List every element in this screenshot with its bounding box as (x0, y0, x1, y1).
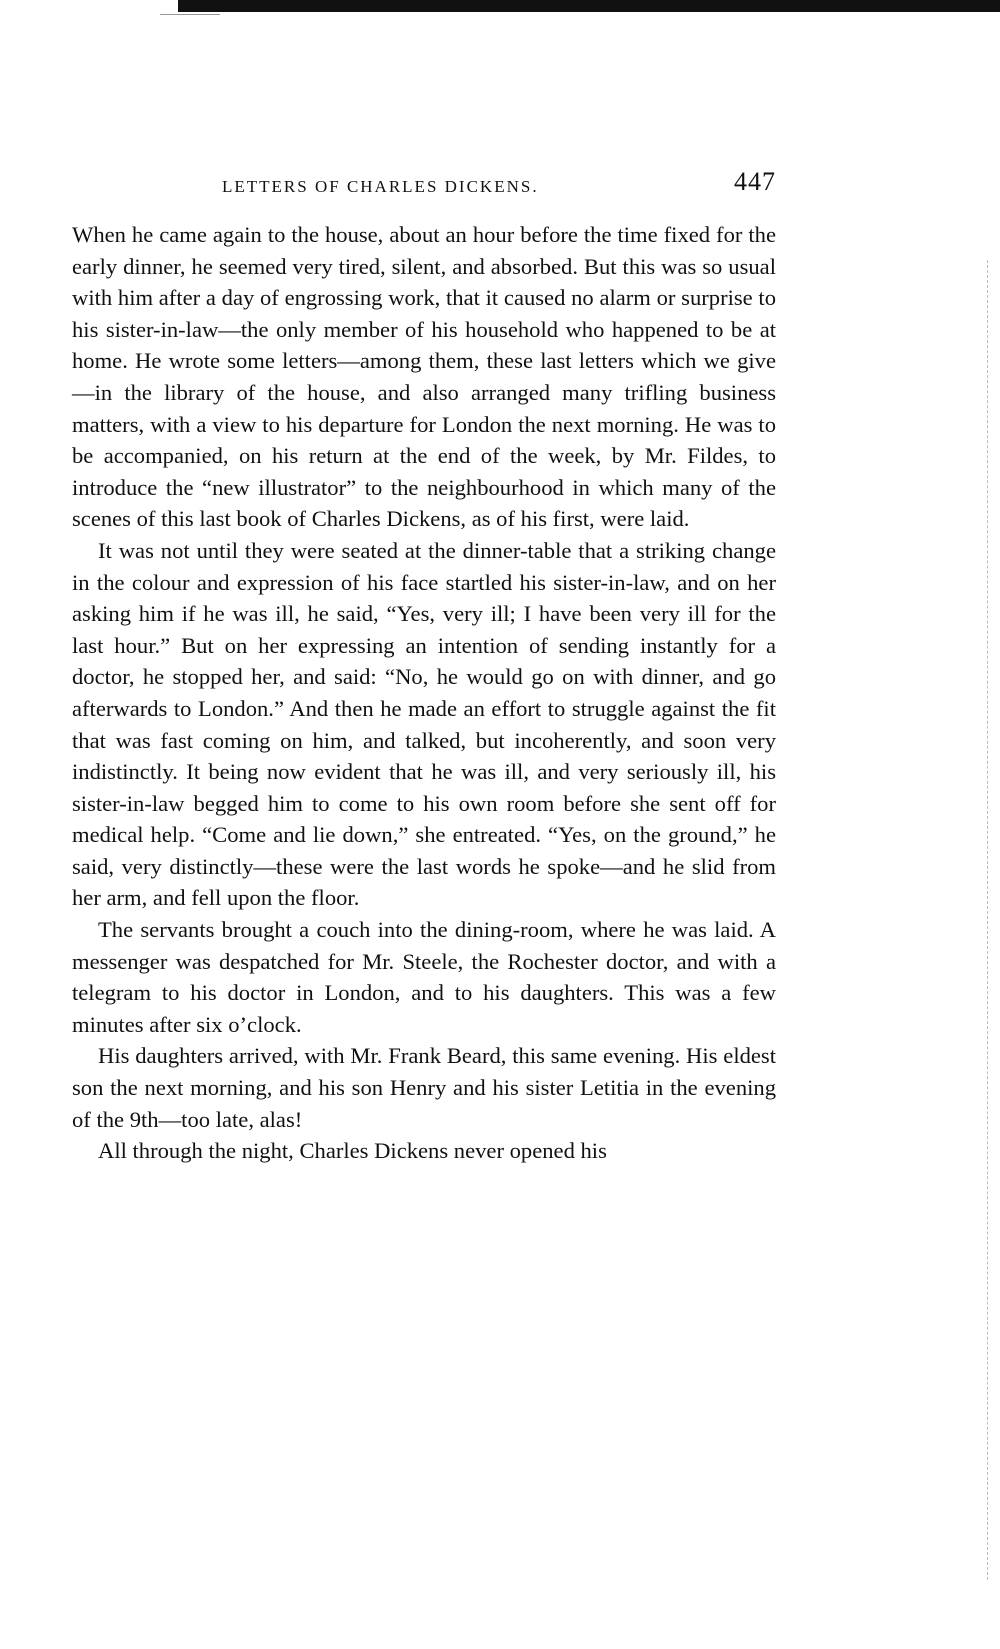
paragraph-1: When he came again to the house, about an hour before the time fixed for the early dinner, he seemed very tired, silent, and absorbed. But this was so usual with him after a day of engrossing work, that it caused no alarm or surprise to his sister-in-law—the only member of his household who happened to be at home. He wrote some letters—among them, these last letters which we give—in the library of the house, and also arranged many trifling business matters, with a view to his departure for London the next morning. He was to be accompanied, on his return at the end of the week, by Mr. Fildes, to introduce the “new illustrator” to the neighbourhood in which many of the scenes of this last book of Charles Dickens, as of his first, were laid. (72, 222, 776, 532)
paragraph-3: The servants brought a couch into the dining-room, where he was laid. A messenger was despatched for Mr. Steele, the Rochester doctor, and with a telegram to his doctor in London, and to his daughters. This was a few minutes after six o’clock. (72, 917, 776, 1037)
top-rule (178, 0, 1000, 12)
body-text (72, 219, 776, 1167)
page-number: 447 (734, 167, 776, 196)
top-rule-fragment (160, 14, 220, 15)
scan-edge-artifact (983, 260, 988, 1580)
running-title: LETTERS OF CHARLES DICKENS. (222, 177, 539, 196)
book-page (72, 165, 776, 1167)
running-head (72, 165, 776, 205)
paragraph-2: It was not until they were seated at the dinner-table that a striking change in the colour and expression of his face startled his sister-in-law, and on her asking him if he was ill, he said, “Yes, very ill; I have been very ill for the last hour.” But on her expressing an intention of sending instantly for a doctor, he stopped her, and said: “No, he would go on with dinner, and go afterwards to London.” And then he made an effort to struggle against the fit that was fast coming on him, and talked, but incoherently, and soon very indistinctly. It being now evident that he was ill, and very seriously ill, his sister-in-law begged him to come to his own room before she sent off for medical help. “Come and lie down,” she entreated. “Yes, on the ground,” he said, very distinctly—these were the last words he spoke—and he slid from her arm, and fell upon the floor. (72, 537, 776, 911)
paragraph-5: All through the night, Charles Dickens never opened his (98, 1138, 607, 1164)
paragraph-4: His daughters arrived, with Mr. Frank Beard, this same evening. His eldest son the next morning, and his son Henry and his sister Letitia in the evening of the 9th—too late, alas! (72, 1043, 776, 1132)
